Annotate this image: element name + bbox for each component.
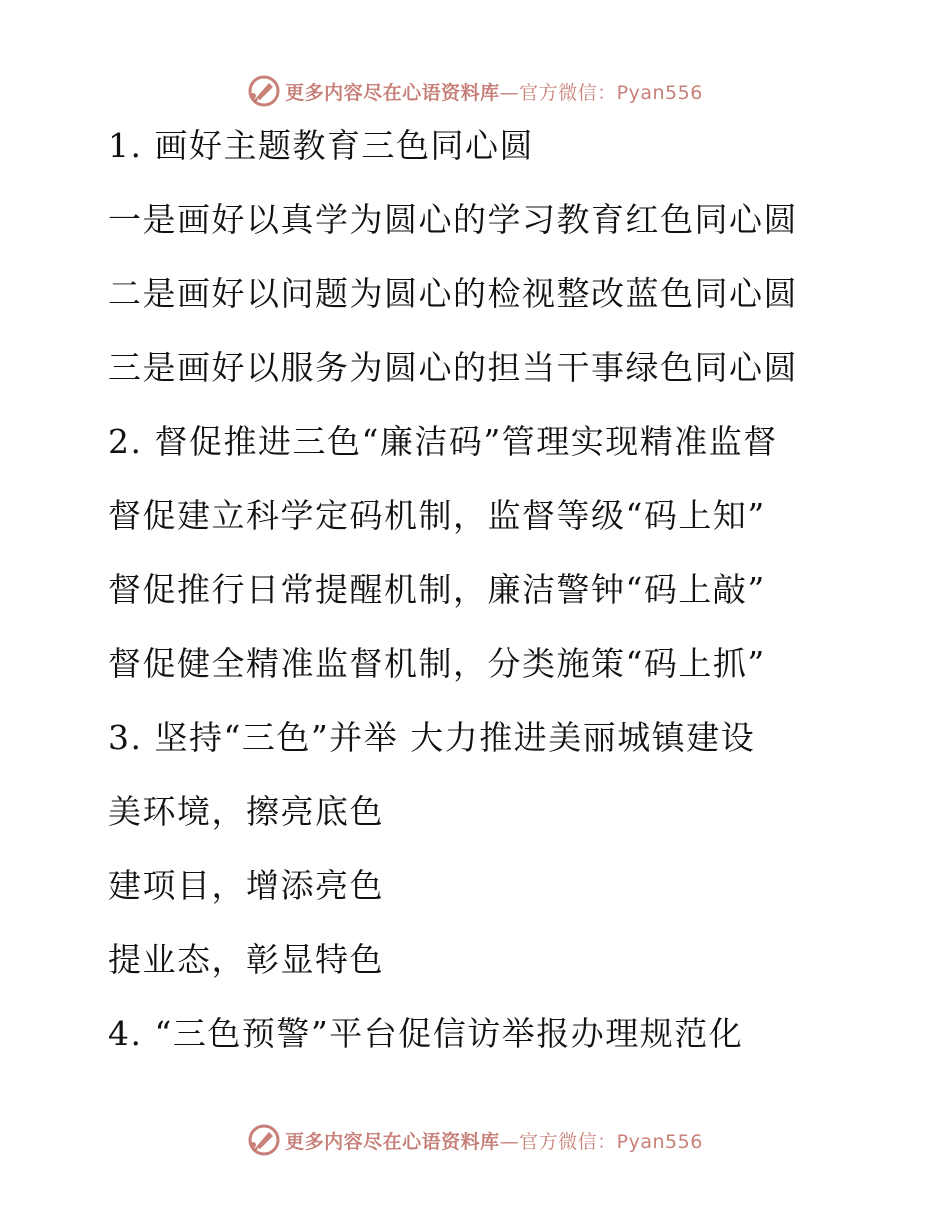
quill-pen-logo-icon — [247, 1123, 281, 1157]
text-line: 美环境，擦亮底色 — [108, 792, 384, 831]
document-body — [108, 109, 868, 1071]
text-line: 督促建立科学定码机制，监督等级“码上知” — [108, 496, 766, 535]
heading-3: 3. 坚持“三色”并举 大力推进美丽城镇建设 — [108, 718, 756, 757]
heading-4: 4. “三色预警”平台促信访举报办理规范化 — [108, 1014, 744, 1053]
text-line: 一是画好以真学为圆心的学习教育红色同心圆 — [108, 200, 798, 239]
watermark-text: 更多内容尽在心语资料库—官方微信：Pyan556 — [285, 1130, 703, 1153]
text-line: 提业态，彰显特色 — [108, 940, 384, 979]
text-line: 三是画好以服务为圆心的担当干事绿色同心圆 — [108, 348, 798, 387]
text-line: 建项目，增添亮色 — [108, 866, 384, 905]
heading-1: 1. 画好主题教育三色同心圆 — [108, 126, 534, 165]
text-line: 二是画好以问题为圆心的检视整改蓝色同心圆 — [108, 274, 798, 313]
text-line: 督促健全精准监督机制，分类施策“码上抓” — [108, 644, 766, 683]
quill-pen-logo-icon — [247, 74, 281, 108]
heading-2: 2. 督促推进三色“廉洁码”管理实现精准监督 — [108, 422, 778, 461]
header-watermark — [0, 71, 950, 111]
footer-watermark — [0, 1120, 950, 1160]
watermark-text: 更多内容尽在心语资料库—官方微信：Pyan556 — [285, 81, 703, 104]
text-line: 督促推行日常提醒机制，廉洁警钟“码上敲” — [108, 570, 766, 609]
